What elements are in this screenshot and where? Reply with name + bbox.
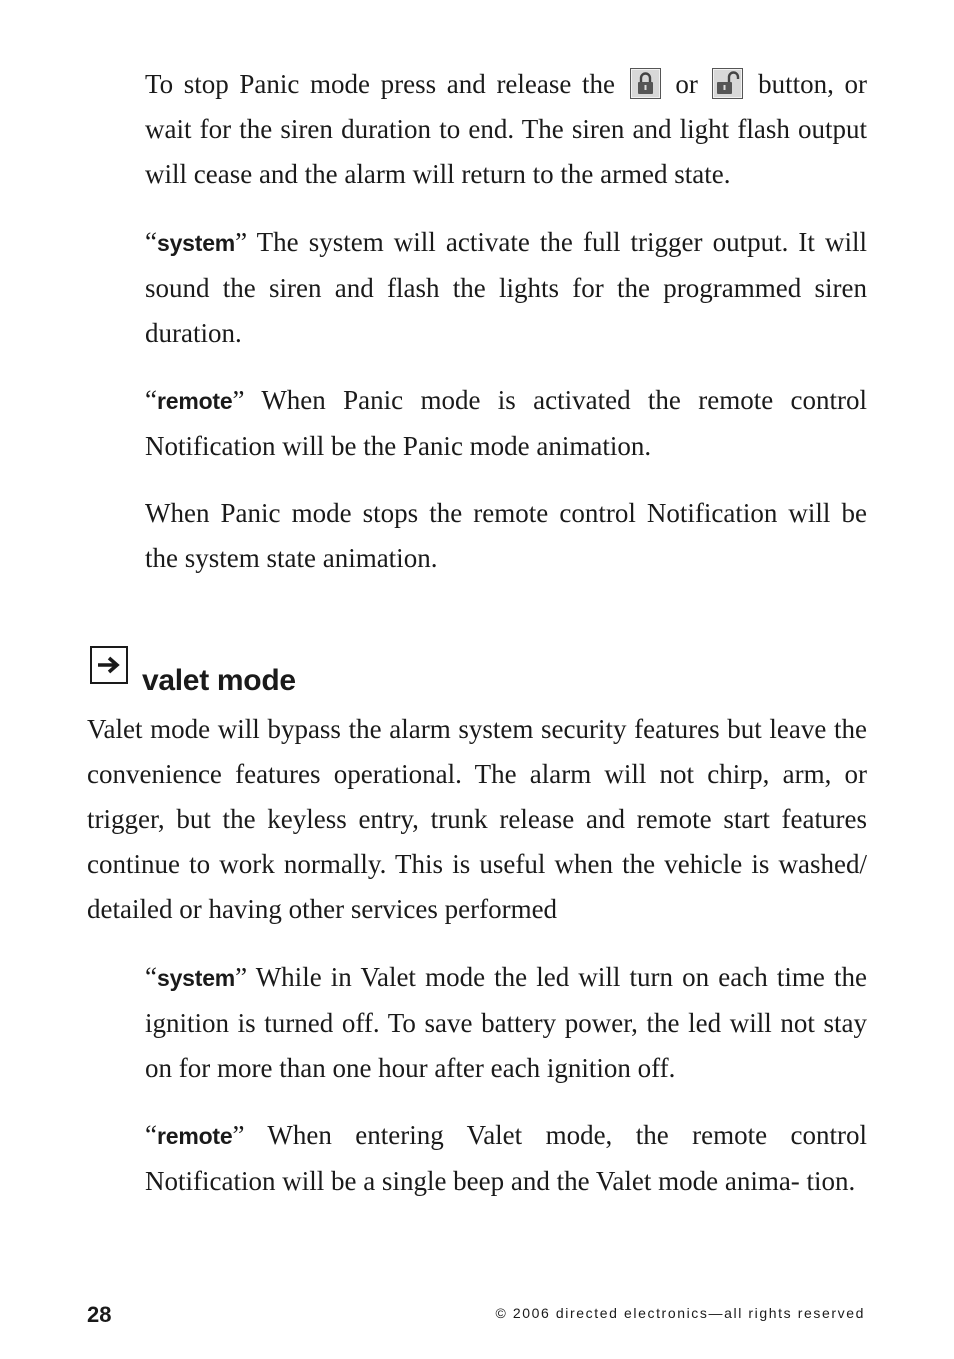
panic-stop-paragraph <box>145 62 867 197</box>
panic-stop-or: or <box>675 69 698 99</box>
valet-system-keyword: system <box>156 965 236 991</box>
panic-remote-paragraph: “remote” When Panic mode is activated the remote control Notification will be the Panic mode animation. <box>145 385 868 461</box>
panic-system-keyword: system <box>156 230 236 256</box>
valet-system-paragraph: “system” While in Valet mode the led will turn on each time the ignition is turned off. To save battery power, the led will not stay on for more than one hour after each ignition off. <box>145 962 868 1083</box>
valet-mode-title: valet mode <box>142 664 296 697</box>
panic-system-paragraph: “system” The system will activate the full trigger output. It will sound the siren and flash the lights for the programmed siren duration. <box>145 227 867 348</box>
panic-system-text: The system will activate the full trigger output. It will sound the siren and flash the lights for the programmed siren duration. <box>145 227 867 348</box>
valet-remote-text: When entering Valet mode, the remote control Notification will be a single beep and the Valet mode anima- tion. <box>145 1120 867 1196</box>
valet-system-text: While in Valet mode the led will turn on each time the ignition is turned off. To save battery power, the led will not stay on for more than one hour after each ignition off. <box>145 962 868 1083</box>
arrow-right-icon <box>90 646 128 684</box>
panic-stop-note: When Panic mode stops the remote control Notification will be the system state animation. <box>145 498 867 573</box>
panic-stop-prefix: To stop Panic mode press and release the <box>145 69 616 99</box>
valet-remote-paragraph: “remote” When entering Valet mode, the remote control Notification will be a single beep and the Valet mode anima- tion. <box>145 1120 867 1196</box>
page-number: 28 <box>87 1302 112 1327</box>
panic-stop-suffix: button, or wait for the siren duration to end. The siren and light flash output will cease and the alarm will return to the armed state. <box>145 69 868 189</box>
unlock-button-icon <box>712 68 743 99</box>
valet-remote-keyword: remote <box>156 1123 233 1149</box>
copyright-footer: © 2006 directed electronics—all rights reserved <box>495 1305 865 1321</box>
lock-button-icon <box>630 68 661 99</box>
panic-remote-keyword: remote <box>156 388 233 414</box>
panic-remote-text: When Panic mode is activated the remote control Notification will be the Panic mode animation. <box>145 385 868 461</box>
valet-intro-paragraph: Valet mode will bypass the alarm system security features but leave the convenience features operational. The alarm will not chirp, arm, or trigger, but the keyless entry, trunk release and remote start features continue to work normally. This is useful when the vehicle is washed/ detailed or having other services performed <box>87 714 867 924</box>
valet-mode-heading <box>90 646 296 697</box>
